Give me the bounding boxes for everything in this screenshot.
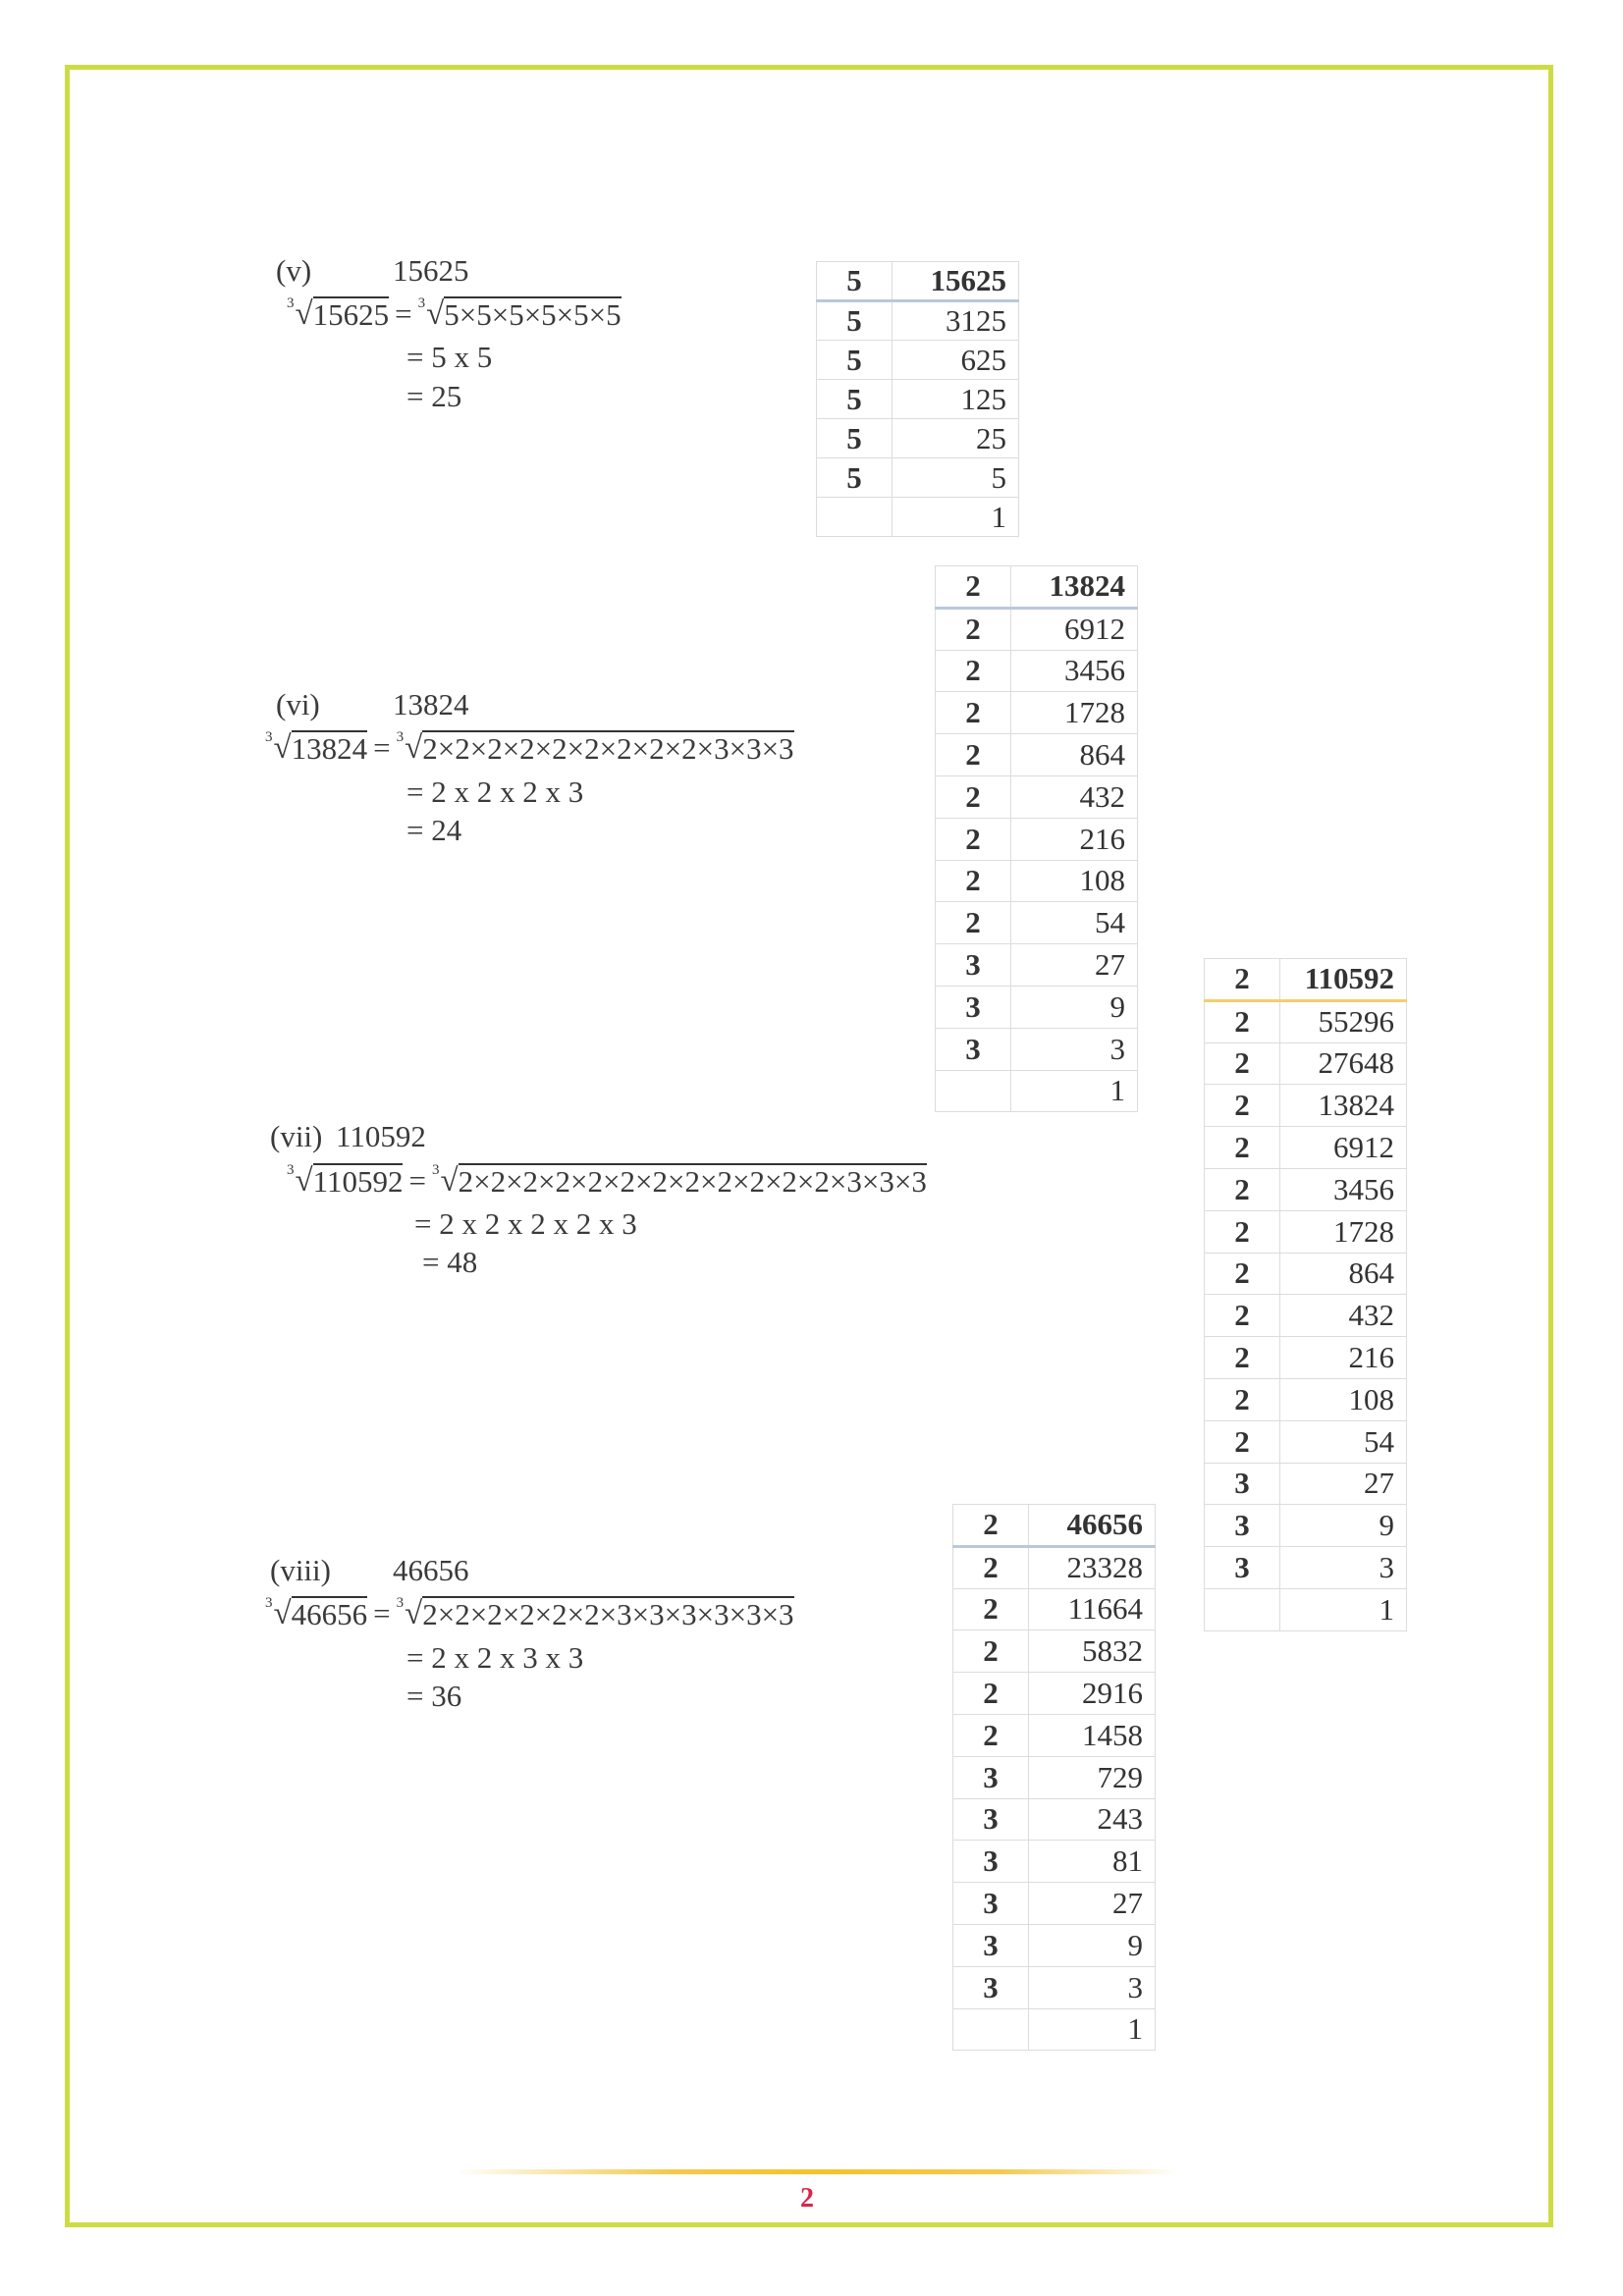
root-index: 3 — [417, 295, 426, 311]
divisor-cell: 5 — [817, 301, 893, 341]
quotient-cell: 27648 — [1280, 1042, 1407, 1085]
divisor-cell: 2 — [1205, 1378, 1280, 1420]
problem-label: (viii) — [270, 1553, 331, 1587]
table-row — [953, 1798, 1156, 1841]
quotient-cell: 25 — [893, 419, 1019, 458]
table-row — [953, 2008, 1156, 2051]
divisor-cell: 2 — [936, 818, 1011, 860]
table-row — [1205, 1295, 1407, 1337]
radicand: 2×2×2×2×2×2×2×2×2×2×2×2×3×3×3 — [458, 1164, 927, 1199]
divisor-cell: 2 — [1205, 1420, 1280, 1463]
equals-sign: = — [408, 1163, 426, 1198]
cube-root — [265, 730, 367, 766]
table-row — [1205, 1420, 1407, 1463]
root-index: 3 — [396, 1595, 405, 1611]
equals-sign: = — [373, 1596, 391, 1630]
table-row — [953, 1630, 1156, 1673]
quotient-cell: 5 — [893, 458, 1019, 498]
table-row — [817, 380, 1019, 419]
quotient-cell: 432 — [1280, 1295, 1407, 1337]
quotient-cell: 108 — [1011, 860, 1138, 902]
problem-number: 46656 — [393, 1553, 469, 1587]
quotient-cell: 625 — [893, 341, 1019, 380]
radicand: 46656 — [291, 1597, 368, 1631]
cube-root-equation — [287, 296, 622, 332]
quotient-cell: 1728 — [1011, 692, 1138, 734]
simplification-step: = 5 x 5 — [406, 340, 493, 374]
divisor-cell: 2 — [953, 1714, 1029, 1756]
divisor-cell: 2 — [1205, 1210, 1280, 1253]
quotient-cell: 1458 — [1029, 1714, 1156, 1756]
radicand: 13824 — [291, 731, 368, 766]
root-index: 3 — [287, 295, 295, 311]
divisor-cell: 5 — [817, 458, 893, 498]
table-row — [1205, 1127, 1407, 1169]
divisor-cell: 2 — [936, 775, 1011, 818]
table-row — [1205, 1547, 1407, 1589]
cube-root — [418, 296, 622, 332]
divisor-cell: 3 — [953, 1841, 1029, 1883]
radicand: 15625 — [312, 297, 390, 332]
radical-sign-icon: √ — [440, 1163, 459, 1199]
divisor-cell: 3 — [936, 1028, 1011, 1070]
quotient-cell: 6912 — [1280, 1127, 1407, 1169]
problem-number: 110592 — [336, 1119, 426, 1153]
quotient-cell: 864 — [1280, 1253, 1407, 1295]
prime-factorization-table — [935, 565, 1138, 1112]
simplification-step: = 2 x 2 x 2 x 3 — [406, 774, 584, 809]
divisor-cell: 2 — [1205, 1337, 1280, 1379]
quotient-cell: 110592 — [1280, 959, 1407, 1001]
table-row — [953, 1588, 1156, 1630]
problem-label: (vii) — [270, 1119, 323, 1153]
table-row — [936, 860, 1138, 902]
result: = 25 — [406, 379, 462, 413]
cube-root — [287, 296, 389, 332]
divisor-cell: 3 — [1205, 1547, 1280, 1589]
table-row — [817, 419, 1019, 458]
divisor-cell — [953, 2008, 1029, 2051]
quotient-cell: 54 — [1011, 902, 1138, 944]
quotient-cell: 46656 — [1029, 1505, 1156, 1547]
quotient-cell: 432 — [1011, 775, 1138, 818]
table-row — [936, 650, 1138, 692]
radicand: 2×2×2×2×2×2×2×2×2×3×3×3 — [422, 731, 794, 766]
divisor-cell: 2 — [936, 860, 1011, 902]
quotient-cell: 13824 — [1280, 1085, 1407, 1127]
quotient-cell: 2916 — [1029, 1673, 1156, 1715]
quotient-cell: 3456 — [1280, 1168, 1407, 1210]
table-row — [817, 498, 1019, 537]
table-row — [1205, 1505, 1407, 1547]
divisor-cell: 5 — [817, 341, 893, 380]
table-row — [936, 775, 1138, 818]
cube-root-equation — [287, 1163, 927, 1199]
quotient-cell: 9 — [1011, 986, 1138, 1028]
divisor-cell: 3 — [953, 1756, 1029, 1798]
divisor-cell: 2 — [936, 650, 1011, 692]
quotient-cell: 27 — [1011, 944, 1138, 987]
result: = 24 — [406, 813, 462, 847]
quotient-cell: 27 — [1029, 1883, 1156, 1925]
quotient-cell: 3 — [1280, 1547, 1407, 1589]
divisor-cell: 2 — [953, 1505, 1029, 1547]
quotient-cell: 9 — [1280, 1505, 1407, 1547]
quotient-cell: 6912 — [1011, 608, 1138, 650]
table-row — [1205, 1210, 1407, 1253]
table-row — [936, 1070, 1138, 1112]
table-row — [953, 1756, 1156, 1798]
root-index: 3 — [396, 729, 405, 745]
quotient-cell: 864 — [1011, 734, 1138, 776]
table-row — [953, 1883, 1156, 1925]
table-row — [936, 986, 1138, 1028]
cube-root — [397, 730, 794, 766]
quotient-cell: 23328 — [1029, 1546, 1156, 1588]
cube-root — [397, 1596, 794, 1631]
result: = 48 — [422, 1245, 478, 1279]
table-row — [1205, 1378, 1407, 1420]
table-row — [1205, 1000, 1407, 1042]
radicand: 110592 — [312, 1164, 404, 1199]
divisor-cell: 2 — [1205, 1168, 1280, 1210]
quotient-cell: 1728 — [1280, 1210, 1407, 1253]
radical-sign-icon: √ — [273, 730, 292, 766]
cube-root-equation — [265, 730, 794, 766]
quotient-cell: 108 — [1280, 1378, 1407, 1420]
divisor-cell: 2 — [953, 1673, 1029, 1715]
divisor-cell: 3 — [953, 1966, 1029, 2008]
quotient-cell: 81 — [1029, 1841, 1156, 1883]
divisor-cell: 2 — [953, 1546, 1029, 1588]
table-row — [936, 902, 1138, 944]
table-row — [953, 1505, 1156, 1547]
cube-root — [287, 1163, 403, 1199]
problem-label: (vi) — [276, 687, 320, 721]
quotient-cell: 1 — [1029, 2008, 1156, 2051]
divisor-cell: 3 — [953, 1883, 1029, 1925]
divisor-cell: 3 — [936, 944, 1011, 987]
quotient-cell: 27 — [1280, 1463, 1407, 1505]
prime-factorization-table — [1204, 958, 1407, 1631]
divisor-cell: 5 — [817, 380, 893, 419]
prime-factorization-table — [816, 261, 1019, 537]
radical-sign-icon: √ — [273, 1596, 292, 1631]
quotient-cell: 729 — [1029, 1756, 1156, 1798]
cube-root-equation — [265, 1596, 794, 1631]
divisor-cell: 3 — [1205, 1463, 1280, 1505]
root-index: 3 — [265, 1595, 273, 1611]
quotient-cell: 1 — [1011, 1070, 1138, 1112]
simplification-step: = 2 x 2 x 2 x 2 x 3 — [414, 1206, 637, 1241]
divisor-cell: 2 — [936, 608, 1011, 650]
table-row — [936, 608, 1138, 650]
result: = 36 — [406, 1679, 462, 1713]
divisor-cell: 2 — [1205, 1042, 1280, 1085]
problem-number: 13824 — [393, 687, 469, 721]
radicand: 2×2×2×2×2×2×3×3×3×3×3×3 — [422, 1597, 794, 1631]
table-row — [1205, 1085, 1407, 1127]
quotient-cell: 125 — [893, 380, 1019, 419]
equals-sign: = — [373, 730, 391, 765]
root-index: 3 — [287, 1162, 295, 1178]
divisor-cell: 2 — [936, 734, 1011, 776]
radical-sign-icon: √ — [405, 1596, 423, 1631]
equals-sign: = — [395, 296, 412, 331]
simplification-step: = 2 x 2 x 3 x 3 — [406, 1640, 584, 1675]
divisor-cell — [1205, 1588, 1280, 1630]
table-row — [1205, 1588, 1407, 1630]
problem-label: (v) — [276, 253, 312, 288]
table-row — [953, 1673, 1156, 1715]
divisor-cell: 2 — [1205, 1253, 1280, 1295]
table-row — [1205, 1168, 1407, 1210]
divisor-cell: 2 — [1205, 959, 1280, 1001]
divisor-cell: 3 — [953, 1798, 1029, 1841]
footer-divider — [455, 2169, 1178, 2174]
table-row — [936, 734, 1138, 776]
quotient-cell: 3125 — [893, 301, 1019, 341]
divisor-cell: 2 — [936, 692, 1011, 734]
quotient-cell: 3456 — [1011, 650, 1138, 692]
table-row — [936, 944, 1138, 987]
quotient-cell: 55296 — [1280, 1000, 1407, 1042]
divisor-cell — [817, 498, 893, 537]
quotient-cell: 15625 — [893, 262, 1019, 301]
root-index: 3 — [431, 1162, 440, 1178]
divisor-cell: 2 — [953, 1588, 1029, 1630]
divisor-cell: 2 — [936, 902, 1011, 944]
table-row — [953, 1841, 1156, 1883]
divisor-cell: 5 — [817, 419, 893, 458]
divisor-cell — [936, 1070, 1011, 1112]
radical-sign-icon: √ — [405, 730, 423, 766]
quotient-cell: 1 — [893, 498, 1019, 537]
table-row — [936, 566, 1138, 609]
cube-root — [432, 1163, 927, 1199]
radicand: 5×5×5×5×5×5 — [444, 297, 622, 332]
divisor-cell: 2 — [1205, 1295, 1280, 1337]
table-row — [953, 1966, 1156, 2008]
divisor-cell: 3 — [953, 1924, 1029, 1966]
divisor-cell: 3 — [1205, 1505, 1280, 1547]
root-index: 3 — [265, 729, 273, 745]
quotient-cell: 216 — [1280, 1337, 1407, 1379]
divisor-cell: 2 — [1205, 1127, 1280, 1169]
quotient-cell: 54 — [1280, 1420, 1407, 1463]
table-row — [936, 692, 1138, 734]
table-row — [953, 1546, 1156, 1588]
radical-sign-icon: √ — [295, 1163, 313, 1199]
problem-number: 15625 — [393, 253, 469, 288]
quotient-cell: 13824 — [1011, 566, 1138, 609]
table-row — [1205, 1463, 1407, 1505]
table-row — [817, 458, 1019, 498]
table-row — [953, 1714, 1156, 1756]
table-row — [1205, 959, 1407, 1001]
cube-root — [265, 1596, 367, 1631]
table-row — [1205, 1042, 1407, 1085]
quotient-cell: 216 — [1011, 818, 1138, 860]
divisor-cell: 2 — [936, 566, 1011, 609]
quotient-cell: 3 — [1011, 1028, 1138, 1070]
divisor-cell: 2 — [953, 1630, 1029, 1673]
divisor-cell: 2 — [1205, 1000, 1280, 1042]
page-number: 2 — [800, 2183, 814, 2214]
quotient-cell: 9 — [1029, 1924, 1156, 1966]
table-row — [1205, 1337, 1407, 1379]
quotient-cell: 5832 — [1029, 1630, 1156, 1673]
table-row — [953, 1924, 1156, 1966]
prime-factorization-table — [952, 1504, 1156, 2051]
divisor-cell: 5 — [817, 262, 893, 301]
divisor-cell: 3 — [936, 986, 1011, 1028]
quotient-cell: 3 — [1029, 1966, 1156, 2008]
quotient-cell: 11664 — [1029, 1588, 1156, 1630]
radical-sign-icon: √ — [426, 296, 445, 332]
table-row — [817, 262, 1019, 301]
divisor-cell: 2 — [1205, 1085, 1280, 1127]
table-row — [1205, 1253, 1407, 1295]
quotient-cell: 243 — [1029, 1798, 1156, 1841]
table-row — [817, 341, 1019, 380]
quotient-cell: 1 — [1280, 1588, 1407, 1630]
radical-sign-icon: √ — [295, 296, 313, 332]
table-row — [936, 818, 1138, 860]
table-row — [936, 1028, 1138, 1070]
table-row — [817, 301, 1019, 341]
